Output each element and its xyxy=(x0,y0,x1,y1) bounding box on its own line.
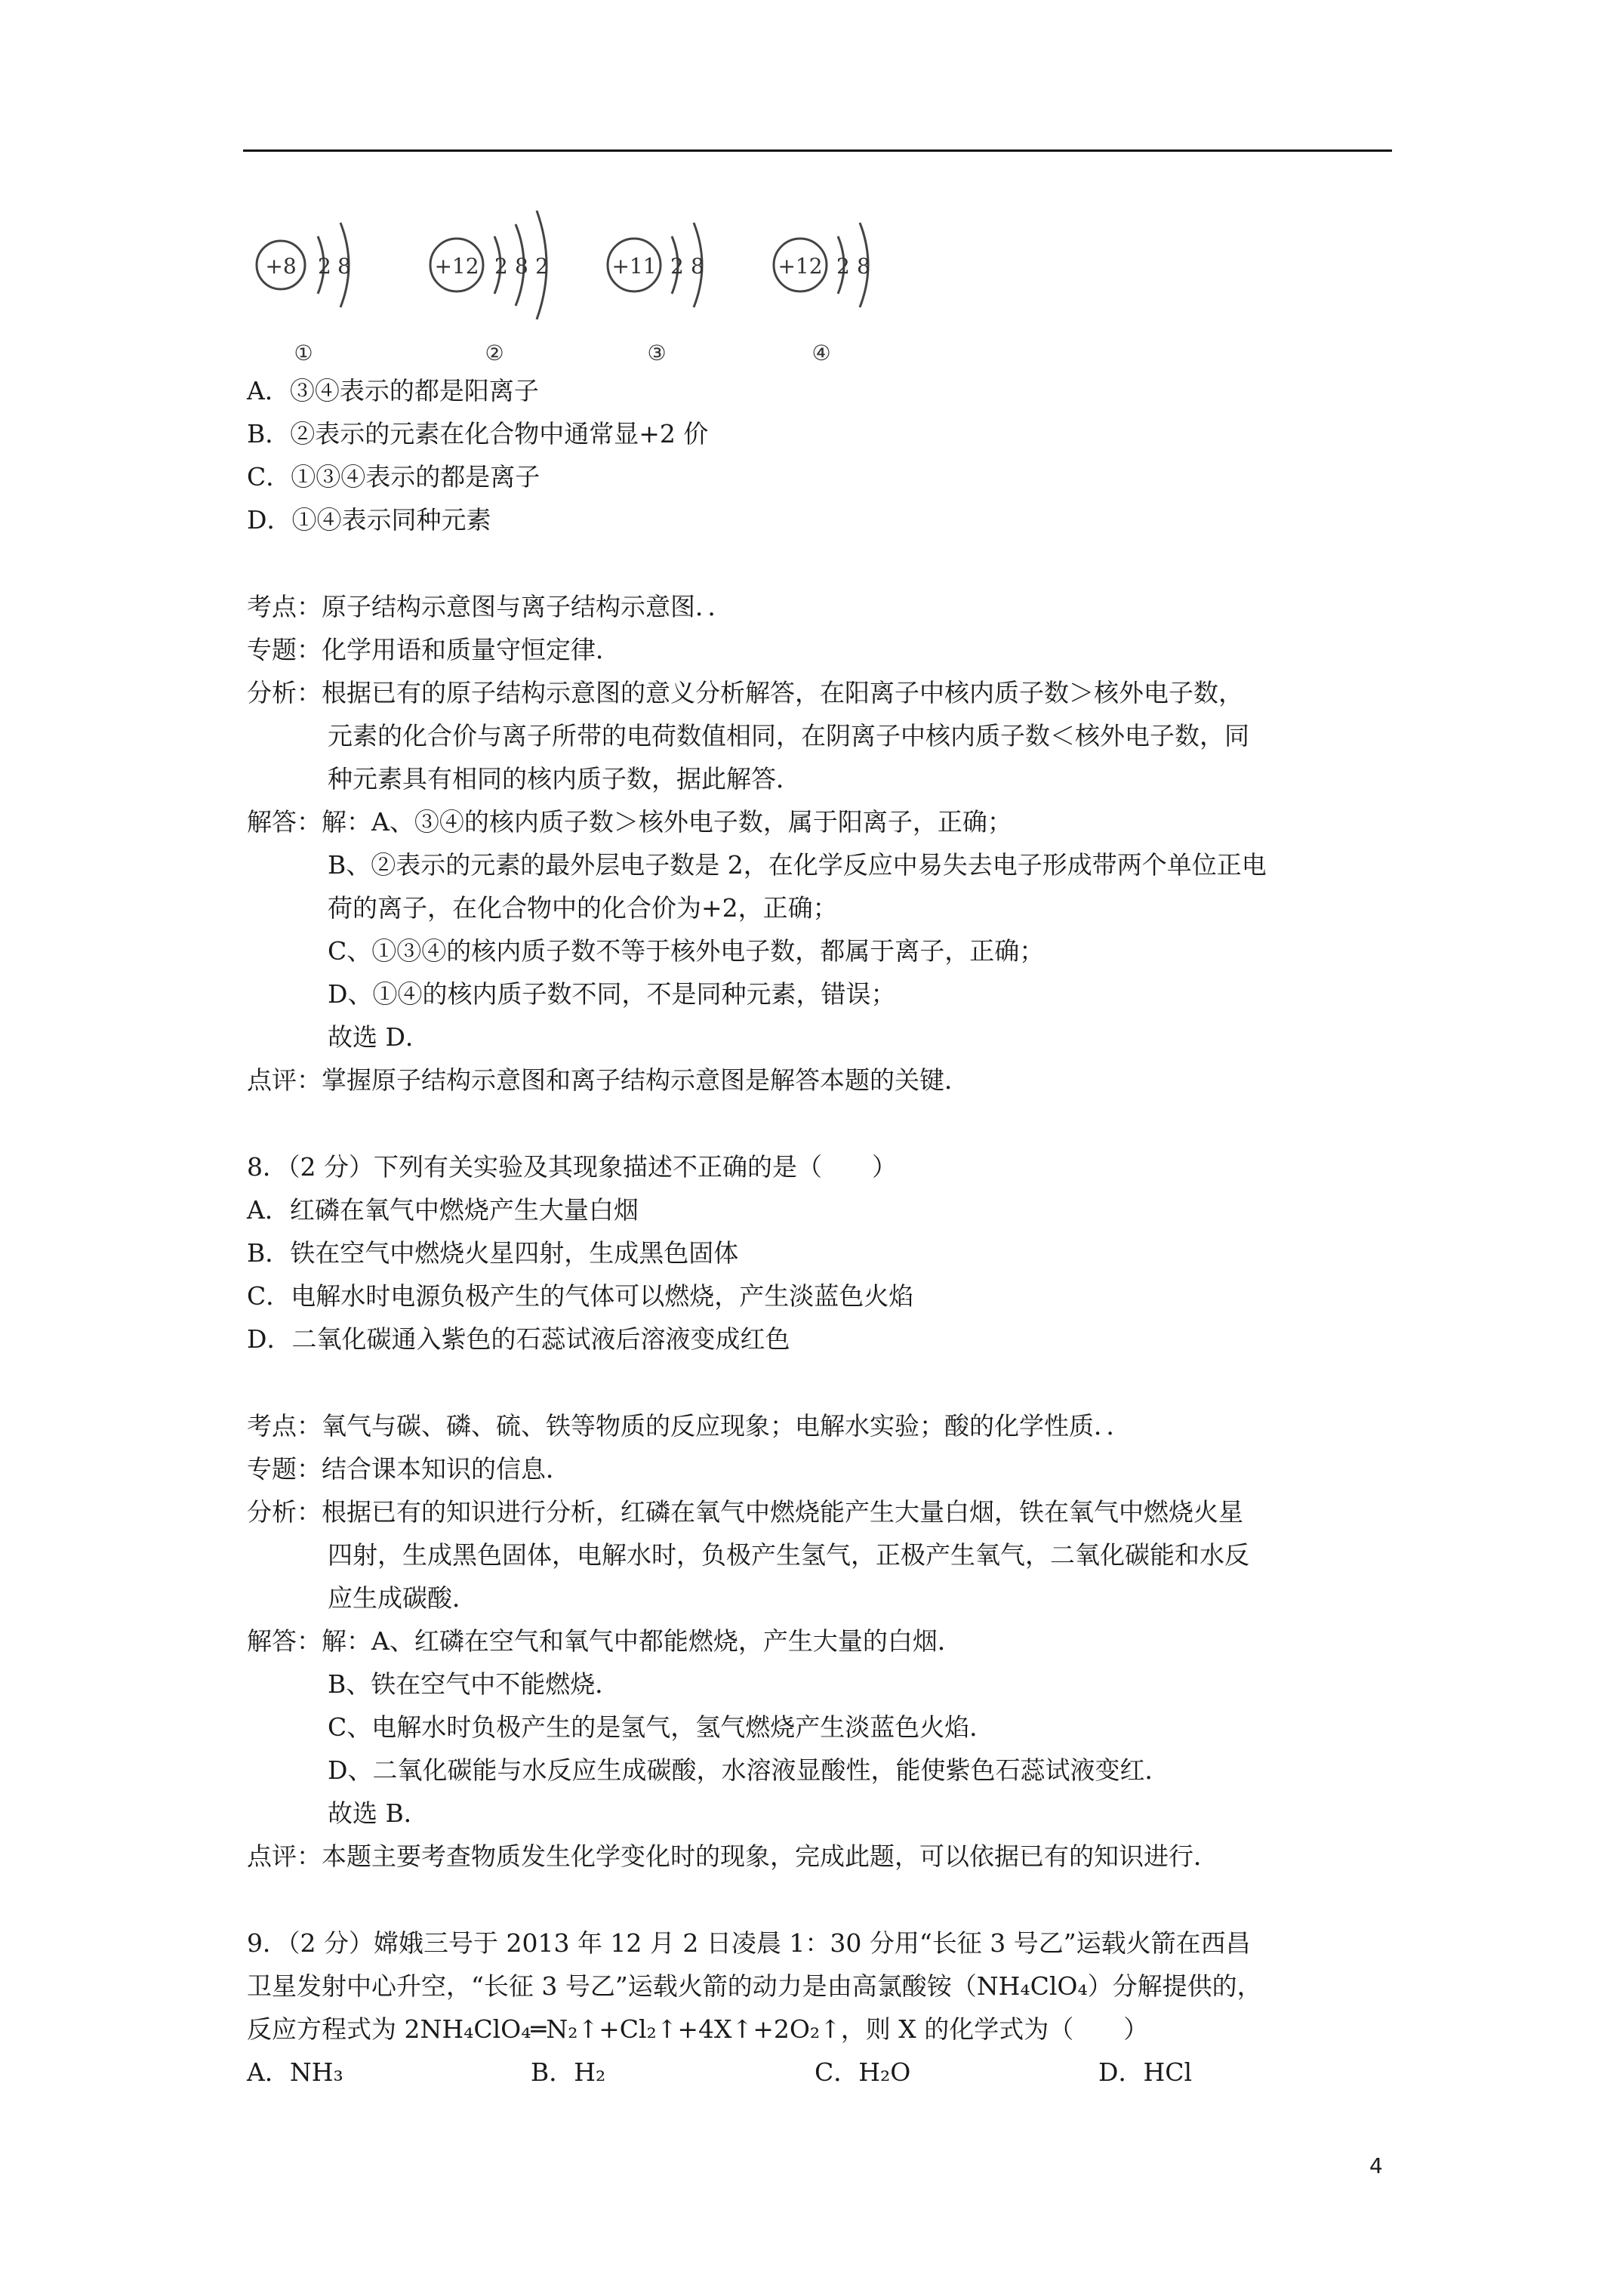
atom-2-diagram xyxy=(430,211,549,365)
q9-stem-line-2: 卫星发射中心升空，“长征 3 号乙”运载火箭的动力是由高氯酸铵（NH₄ClO₄）分解提供的， xyxy=(247,1971,1262,2001)
atom-2-label: ② xyxy=(485,341,504,365)
q7-jieda-line-2: B、②表示的元素的最外层电子数是 2，在化学反应中易失去电子形成带两个单位正电 xyxy=(328,850,1267,880)
q7-zhuanti: 专题：化学用语和质量守恒定律． xyxy=(247,635,621,664)
header-rule xyxy=(243,149,1392,152)
atom-3-shell-2: 8 xyxy=(691,254,704,279)
q7-jieda-line-6: 故选 D． xyxy=(328,1022,430,1052)
atom-4-nucleus: +12 xyxy=(778,254,823,279)
atom-2-nucleus: +12 xyxy=(434,254,479,279)
q7-dianping: 点评：掌握原子结构示意图和离子结构示意图是解答本题的关键． xyxy=(247,1065,969,1095)
q7-kaodian: 考点：原子结构示意图与离子结构示意图．． xyxy=(247,592,733,621)
q9-option-d: D．HCl xyxy=(1098,2057,1193,2087)
atom-2-shell-1: 2 xyxy=(494,254,508,279)
q9-options xyxy=(247,2057,1382,2088)
atom-3-label: ③ xyxy=(647,341,667,365)
q9-stem-line-3: 反应方程式为 2NH₄ClO₄═N₂↑+Cl₂↑+4X↑+2O₂↑，则 X 的化学式为（ ） xyxy=(247,2014,1149,2044)
q7-jieda-line-1: 解答：解：A、③④的核内质子数＞核外电子数，属于阳离子，正确； xyxy=(247,807,1012,837)
q8-option-a: A．红磷在氧气中燃烧产生大量白烟 xyxy=(247,1195,639,1225)
q7-fenxi-line-2: 元素的化合价与离子所带的电荷数值相同，在阴离子中核内质子数＜核外电子数，同 xyxy=(328,721,1249,750)
q7-jieda-line-3: 荷的离子，在化合物中的化合价为+2，正确； xyxy=(328,893,838,923)
atom-1-label: ① xyxy=(294,341,313,365)
atom-3-diagram xyxy=(608,223,704,365)
q8-stem: 8．（2 分）下列有关实验及其现象描述不正确的是（ ） xyxy=(247,1152,897,1182)
q8-jieda-line-1: 解答：解：A、红磷在空气和氧气中都能燃烧，产生大量的白烟． xyxy=(247,1626,962,1656)
atom-4-shell-1: 2 xyxy=(836,254,850,279)
atom-1-shell-2: 8 xyxy=(337,254,351,279)
q8-zhuanti: 专题：结合课本知识的信息． xyxy=(247,1454,571,1484)
q8-fenxi-line-3: 应生成碳酸． xyxy=(328,1583,477,1613)
atom-1-nucleus: +8 xyxy=(265,254,297,279)
q8-option-d: D．二氧化碳通入紫色的石蕊试液后溶液变成红色 xyxy=(247,1324,790,1354)
q7-option-c: C．①③④表示的都是离子 xyxy=(247,462,540,492)
page-number: 4 xyxy=(1369,2153,1383,2178)
q7-option-b: B．②表示的元素在化合物中通常显+2 价 xyxy=(247,419,709,448)
q7-option-a: A．③④表示的都是阳离子 xyxy=(247,376,539,405)
q8-option-c: C．电解水时电源负极产生的气体可以燃烧，产生淡蓝色火焰 xyxy=(247,1281,914,1311)
atom-1-shell-1: 2 xyxy=(318,254,331,279)
q8-jieda-line-3: C、电解水时负极产生的是氢气，氢气燃烧产生淡蓝色火焰． xyxy=(328,1712,995,1742)
q9-option-b: B．H₂ xyxy=(531,2057,606,2087)
atom-4-shell-2: 8 xyxy=(857,254,870,279)
q7-jieda-line-4: C、①③④的核内质子数不等于核外电子数，都属于离子，正确； xyxy=(328,936,1045,966)
q8-jieda-line-4: D、二氧化碳能与水反应生成碳酸，水溶液显酸性，能使紫色石蕊试液变红． xyxy=(328,1755,1170,1785)
q8-kaodian: 考点：氧气与碳、磷、硫、铁等物质的反应现象；电解水实验；酸的化学性质．． xyxy=(247,1411,1132,1441)
atom-2-shell-3: 2 xyxy=(535,254,549,279)
q7-fenxi-line-1: 分析：根据已有的原子结构示意图的意义分析解答，在阳离子中核内质子数＞核外电子数， xyxy=(247,678,1243,707)
q9-option-c: C．H₂O xyxy=(815,2057,911,2087)
atom-3-nucleus: +11 xyxy=(611,254,657,279)
q8-dianping: 点评：本题主要考查物质发生化学变化时的现象，完成此题，可以依据已有的知识进行． xyxy=(247,1841,1218,1871)
atom-3-shell-1: 2 xyxy=(670,254,684,279)
q7-jieda-line-5: D、①④的核内质子数不同，不是同种元素，错误； xyxy=(328,979,896,1009)
q9-option-a: A．NH₃ xyxy=(247,2057,343,2087)
q8-jieda-line-5: 故选 B． xyxy=(328,1798,429,1828)
atom-4-label: ④ xyxy=(812,341,831,365)
atom-4-diagram xyxy=(774,223,870,365)
q8-fenxi-line-1: 分析：根据已有的知识进行分析，红磷在氧气中燃烧能产生大量白烟，铁在氧气中燃烧火星 xyxy=(247,1497,1243,1527)
q7-option-d: D．①④表示同种元素 xyxy=(247,505,491,535)
q8-jieda-line-2: B、铁在空气中不能燃烧． xyxy=(328,1669,621,1699)
q8-option-b: B．铁在空气中燃烧火星四射，生成黑色固体 xyxy=(247,1238,739,1268)
atom-2-shell-2: 8 xyxy=(515,254,528,279)
q7-fenxi-line-3: 种元素具有相同的核内质子数，据此解答． xyxy=(328,764,801,794)
atom-1-diagram xyxy=(257,223,351,365)
q9-stem-line-1: 9．（2 分）嫦娥三号于 2013 年 12 月 2 日凌晨 1：30 分用“长征 3 号乙”运载火箭在西昌 xyxy=(247,1928,1251,1958)
q8-fenxi-line-2: 四射，生成黑色固体，电解水时，负极产生氢气，正极产生氧气，二氧化碳能和水反 xyxy=(328,1540,1249,1570)
atom-structure-diagram xyxy=(245,193,925,370)
